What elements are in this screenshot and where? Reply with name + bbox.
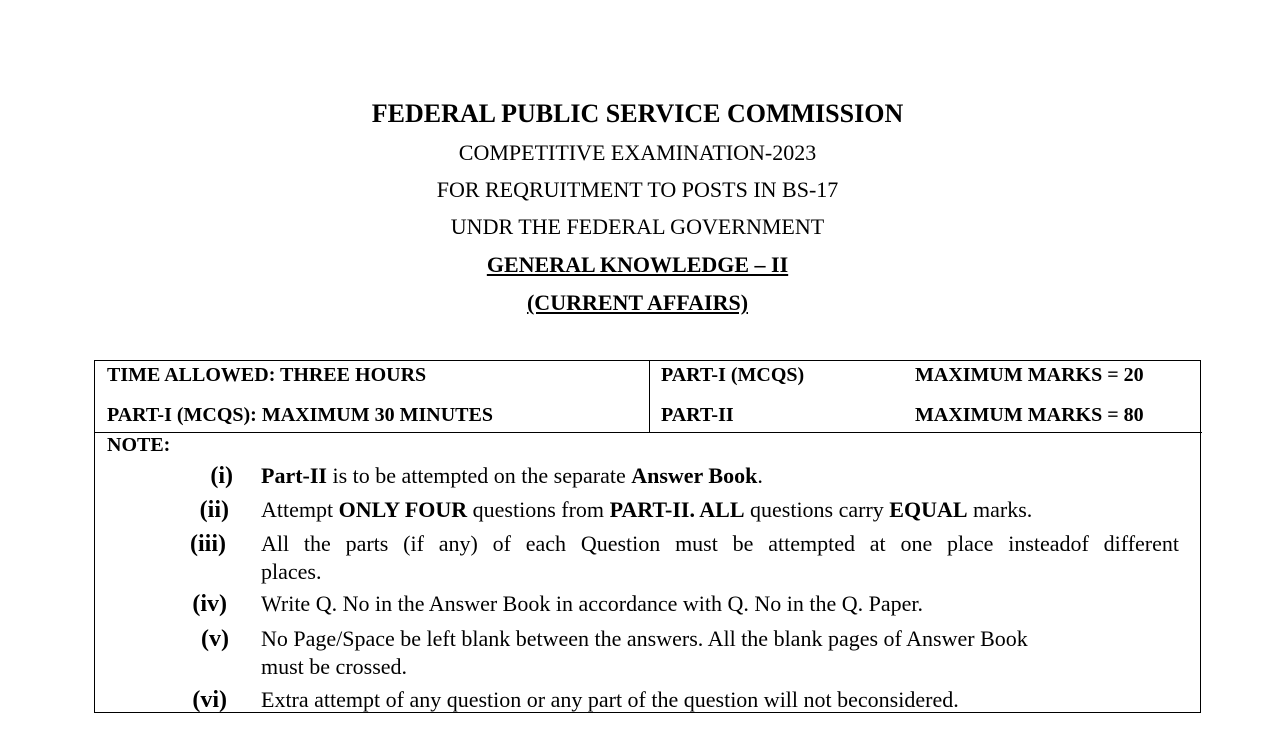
instructions-box (94, 360, 1201, 713)
note-emphasis: ONLY FOUR (338, 497, 468, 522)
note-number: (ii) (199, 497, 229, 523)
note-line: must be crossed. (261, 654, 408, 679)
mcq-time: PART-I (MCQS): MAXIMUM 30 MINUTES (107, 404, 493, 426)
note-number: (i) (210, 463, 233, 489)
note-text: questions from (467, 497, 610, 522)
exam-name: COMPETITIVE EXAMINATION-2023 (458, 140, 817, 165)
note-emphasis: Answer Book (631, 463, 758, 488)
exam-government: UNDR THE FEDERAL GOVERNMENT (450, 214, 825, 239)
note-item: Extra attempt of any question or any part of the question will not beconsidered. (261, 687, 959, 712)
note-text: is to be attempted on the separate (326, 463, 632, 488)
info-row (95, 361, 1202, 433)
note-text: . (757, 463, 763, 488)
note-line: All the parts (if any) of each Question must be attempted at one place insteadof different (261, 531, 1179, 556)
note-number: (iii) (190, 531, 226, 557)
part1-label: PART-I (MCQS) (661, 364, 805, 386)
exam-purpose: FOR REQRUITMENT TO POSTS IN BS-17 (436, 177, 839, 202)
part2-label: PART-II (661, 404, 734, 426)
note-number: (vi) (192, 687, 227, 713)
subject-title: GENERAL KNOWLEDGE – II (486, 252, 789, 277)
note-emphasis: Part-II (261, 463, 327, 488)
column-divider (649, 361, 650, 432)
note-label: NOTE: (107, 434, 171, 456)
note-item (261, 462, 1179, 490)
note-number: (iv) (192, 591, 227, 617)
subject-subtitle: (CURRENT AFFAIRS) (526, 290, 749, 315)
note-line: No Page/Space be left blank between the answers. All the blank pages of Answer Book (261, 626, 1028, 651)
part1-marks: MAXIMUM MARKS = 20 (915, 364, 1144, 386)
note-number: (v) (201, 626, 229, 652)
note-emphasis: EQUAL (889, 497, 968, 522)
time-allowed: TIME ALLOWED: THREE HOURS (107, 364, 427, 386)
part2-marks: MAXIMUM MARKS = 80 (915, 404, 1144, 426)
note-text: questions carry (744, 497, 890, 522)
note-text: marks. (967, 497, 1033, 522)
note-line: places. (261, 559, 322, 584)
note-text: Attempt (261, 497, 339, 522)
note-item: Write Q. No in the Answer Book in accordance with Q. No in the Q. Paper. (261, 591, 924, 616)
note-item (261, 625, 1179, 681)
note-item (261, 496, 1179, 524)
note-emphasis: PART-II. ALL (609, 497, 745, 522)
commission-title: FEDERAL PUBLIC SERVICE COMMISSION (371, 99, 904, 128)
note-item (261, 530, 1179, 586)
